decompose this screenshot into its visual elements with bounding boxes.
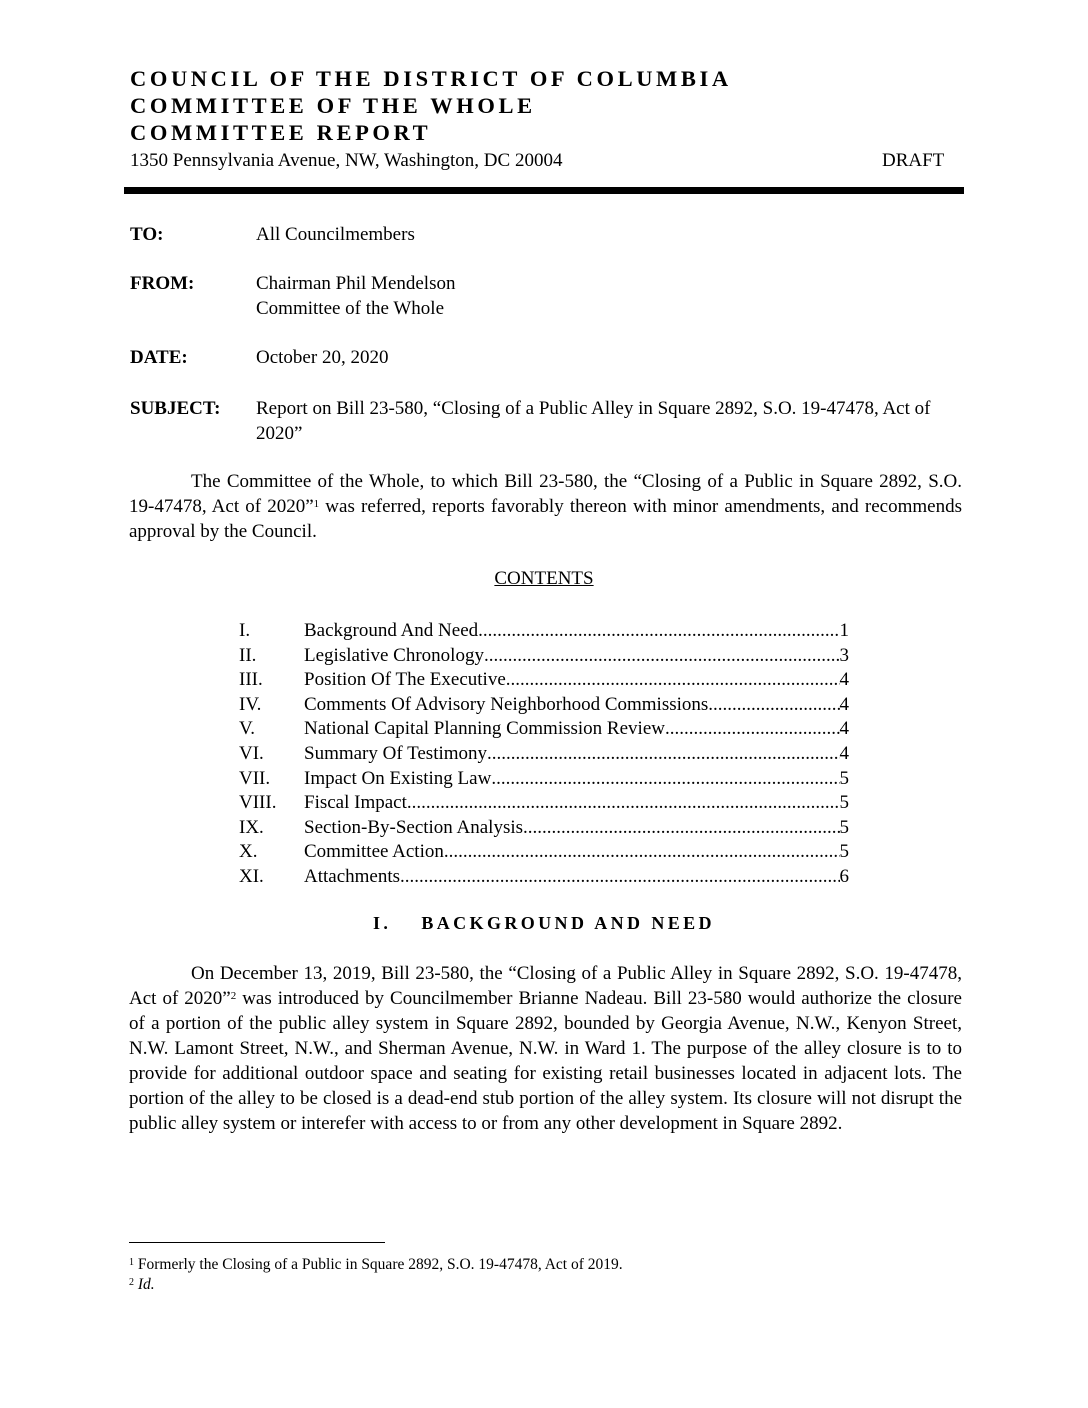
toc-leader bbox=[487, 742, 839, 767]
toc-number: I. bbox=[239, 620, 251, 641]
toc-number: VII. bbox=[239, 767, 271, 789]
toc-number: V. bbox=[239, 718, 256, 740]
toc-item bbox=[239, 668, 849, 693]
toc-page: 4 bbox=[839, 693, 849, 715]
intro-text-start: The Committee of the Whole, to which Bill 23-580, the “Closing of a Public in Square 2892, S.O. 19-47478, Act of 2020” bbox=[129, 471, 962, 517]
toc-number: XI. bbox=[239, 865, 264, 887]
toc-leader bbox=[407, 791, 840, 816]
toc-title: Impact On Existing Law bbox=[304, 767, 492, 789]
toc-leader bbox=[400, 865, 839, 890]
toc-number: II. bbox=[239, 644, 257, 666]
table-of-contents bbox=[239, 619, 849, 890]
toc-title: Background And Need bbox=[304, 620, 479, 641]
council-heading: COUNCIL OF THE DISTRICT OF COLUMBIA bbox=[130, 66, 732, 91]
toc-leader bbox=[444, 840, 840, 865]
toc-title: Section-By-Section Analysis bbox=[304, 816, 524, 838]
toc-number: VIII. bbox=[239, 792, 277, 814]
subject-label: SUBJECT: bbox=[130, 398, 221, 419]
contents-title: CONTENTS bbox=[494, 568, 594, 589]
footnote-2-number: 2 bbox=[129, 1277, 134, 1288]
date-value: October 20, 2020 bbox=[256, 347, 389, 368]
toc-title: National Capital Planning Commission Review bbox=[304, 718, 665, 740]
toc-leader bbox=[491, 767, 839, 792]
from-value-committee: Committee of the Whole bbox=[256, 298, 445, 319]
toc-leader bbox=[665, 717, 840, 742]
to-label: TO: bbox=[130, 224, 164, 245]
report-heading: COMMITTEE REPORT bbox=[130, 120, 432, 145]
toc-title: Legislative Chronology bbox=[304, 644, 484, 666]
footnote-2-text: Id. bbox=[137, 1276, 155, 1293]
date-label: DATE: bbox=[130, 347, 188, 368]
footnote-1-number: 1 bbox=[129, 1257, 134, 1268]
toc-page: 5 bbox=[839, 767, 849, 789]
section-heading bbox=[0, 913, 1088, 934]
toc-item bbox=[239, 644, 849, 669]
from-value-name: Chairman Phil Mendelson bbox=[256, 273, 456, 294]
section-title: BACKGROUND AND NEED bbox=[421, 913, 715, 933]
toc-item bbox=[239, 767, 849, 792]
toc-title: Attachments bbox=[304, 865, 401, 887]
footnote-1-text: Formerly the Closing of a Public in Square 2892, S.O. 19-47478, Act of 2019. bbox=[137, 1256, 623, 1273]
toc-page: 4 bbox=[839, 669, 849, 691]
toc-page: 3 bbox=[839, 644, 849, 666]
toc-leader bbox=[478, 619, 839, 644]
toc-page: 5 bbox=[839, 792, 849, 814]
address: 1350 Pennsylvania Avenue, NW, Washington, DC 20004 bbox=[130, 150, 563, 171]
from-label: FROM: bbox=[130, 273, 195, 294]
toc-number: IV. bbox=[239, 693, 262, 715]
toc-title: Fiscal Impact bbox=[304, 792, 407, 814]
background-text-end: was introduced by Councilmember Brianne Nadeau. Bill 23-580 would authorize the closure of a portion of the public alley system in Square 2892, bounded by Georgia Avenue, N.W., Kenyon Street, N.W. Lamont Street, N.W., and Sherman Avenue, N.W. in Ward 1. The purpose of the alley closure is to to provide for additional outdoor space and seating for existing retail businesses located in adjacent lots. The portion of the alley to be closed is a dead-end stub portion of the alley system. Its closure will not disrupt the public alley system or interefer with access to or from any other development in Square 2892. bbox=[129, 988, 962, 1134]
toc-item bbox=[239, 717, 849, 742]
toc-item bbox=[239, 840, 849, 865]
footnote-ref-2: 2 bbox=[230, 990, 237, 1002]
toc-title: Committee Action bbox=[304, 841, 444, 863]
footnote-1 bbox=[129, 1255, 623, 1275]
toc-number: VI. bbox=[239, 742, 264, 764]
section-number: I. bbox=[373, 913, 392, 933]
committee-heading: COMMITTEE OF THE WHOLE bbox=[130, 93, 536, 118]
intro-text-end: was referred, reports favorably thereon with minor amendments, and recommends approval by the Council. bbox=[129, 496, 962, 542]
footnote-ref-1: 1 bbox=[313, 498, 320, 510]
background-text-start: On December 13, 2019, Bill 23-580, the “Closing of a Public Alley in Square 2892, S.O. 19-47478, Act of 2020” bbox=[129, 963, 962, 1009]
toc-page: 4 bbox=[839, 742, 849, 764]
header-rule bbox=[124, 187, 964, 194]
toc-page: 4 bbox=[839, 718, 849, 740]
toc-item bbox=[239, 865, 849, 890]
toc-page: 6 bbox=[839, 865, 849, 887]
toc-page: 5 bbox=[839, 841, 849, 863]
footnote-2 bbox=[129, 1275, 155, 1295]
footnote-rule bbox=[129, 1242, 385, 1243]
to-value: All Councilmembers bbox=[256, 224, 415, 245]
toc-number: X. bbox=[239, 841, 258, 863]
toc-item bbox=[239, 619, 849, 644]
toc-leader bbox=[708, 693, 839, 718]
toc-title: Position Of The Executive bbox=[304, 669, 506, 691]
toc-item bbox=[239, 816, 849, 841]
subject-value: Report on Bill 23-580, “Closing of a Public Alley in Square 2892, S.O. 19-47478, Act of 2020” bbox=[256, 398, 931, 444]
toc-title: Comments Of Advisory Neighborhood Commissions bbox=[304, 693, 709, 715]
draft-label: DRAFT bbox=[882, 150, 945, 171]
background-paragraph bbox=[129, 961, 962, 1136]
toc-item bbox=[239, 742, 849, 767]
toc-title: Summary Of Testimony bbox=[304, 742, 488, 764]
toc-leader bbox=[523, 816, 839, 841]
toc-leader bbox=[506, 668, 840, 693]
toc-item bbox=[239, 791, 849, 816]
toc-page: 5 bbox=[839, 816, 849, 838]
intro-paragraph bbox=[129, 469, 962, 544]
toc-leader bbox=[484, 644, 840, 669]
toc-number: IX. bbox=[239, 816, 264, 838]
toc-page: 1 bbox=[839, 620, 849, 641]
toc-item bbox=[239, 693, 849, 718]
toc-number: III. bbox=[239, 669, 263, 691]
